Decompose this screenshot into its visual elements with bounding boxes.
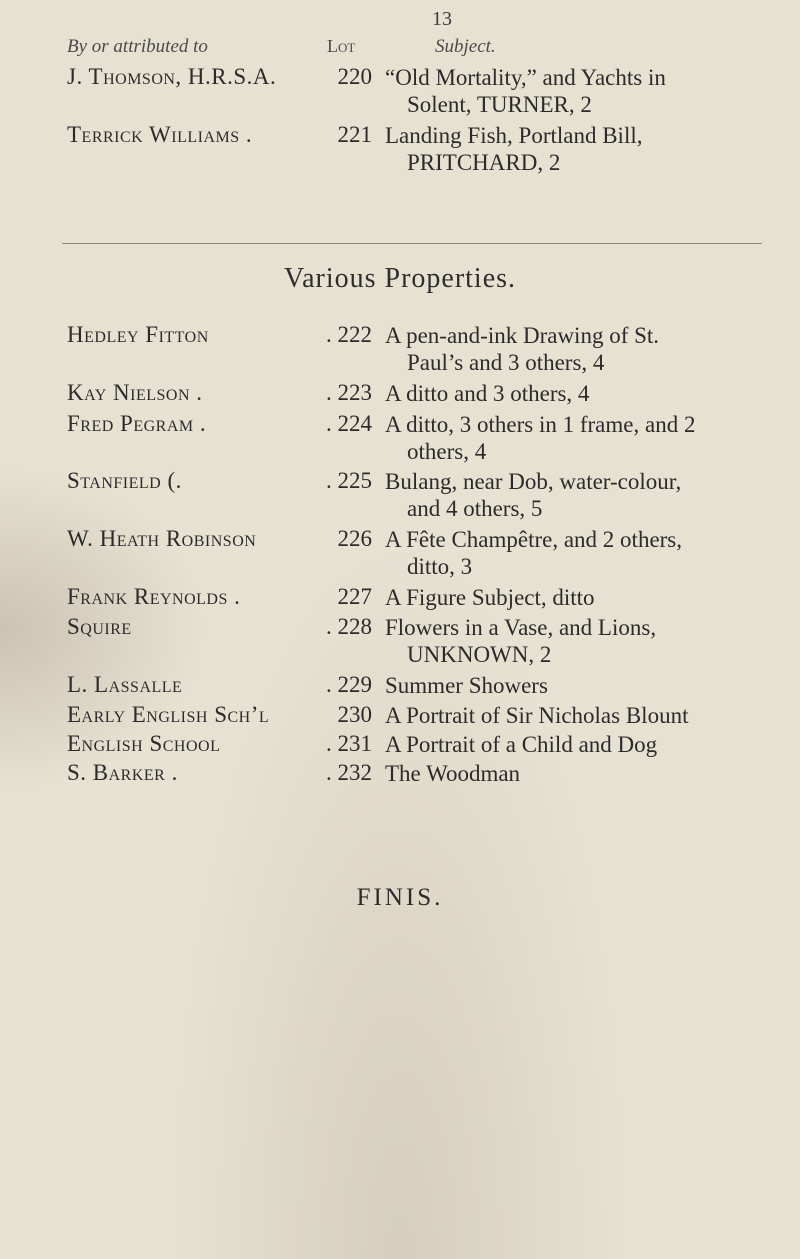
lot-number: 230 (337, 702, 372, 727)
artist-name: Hedley Fitton (67, 322, 209, 347)
lot-number: . 231 (326, 731, 372, 756)
lot-number: . 228 (326, 614, 372, 639)
artist-name: Fred Pegram . (67, 411, 207, 436)
subject-line: A Fête Champêtre, and 2 others, (385, 527, 683, 552)
lot-number: . 225 (326, 468, 372, 493)
finis-text: FINIS. (356, 884, 444, 911)
subject-line: A pen-and-ink Drawing of St. (385, 323, 660, 348)
lot-number: 226 (337, 526, 372, 551)
subject-continuation: Solent, TURNER, 2 (407, 92, 592, 117)
section-divider (62, 243, 762, 244)
subject-continuation: others, 4 (407, 439, 487, 464)
subject-line: Bulang, near Dob, water-colour, (385, 469, 682, 494)
subject-line: A ditto, 3 others in 1 frame, and 2 (385, 412, 696, 437)
lot-subject (385, 122, 795, 176)
subject-line: Landing Fish, Portland Bill, (385, 123, 643, 148)
lot-subject (385, 731, 795, 758)
artist-name: Squire (67, 614, 132, 639)
subject-continuation: PRITCHARD, 2 (407, 150, 561, 175)
artist-name: L. Lassalle (67, 672, 183, 697)
subject-continuation: ditto, 3 (407, 554, 473, 579)
lot-number: 221 (337, 122, 372, 147)
column-header-artist: By or attributed to (67, 36, 208, 57)
page-number: 13 (432, 8, 452, 30)
subject-line: A Portrait of Sir Nicholas Blount (385, 703, 689, 728)
subject-line: A ditto and 3 others, 4 (385, 381, 590, 406)
column-header-subject: Subject. (435, 36, 496, 57)
lot-number: . 222 (326, 322, 372, 347)
lot-subject (385, 468, 795, 522)
artist-name: Terrick Williams . (67, 122, 253, 147)
subject-line: A Portrait of a Child and Dog (385, 732, 658, 757)
lot-subject (385, 526, 795, 580)
subject-continuation: Paul’s and 3 others, 4 (407, 350, 605, 375)
column-header-lot: Lot (327, 36, 356, 56)
section-title: Various Properties. (283, 263, 517, 294)
subject-line: The Woodman (385, 761, 521, 786)
artist-name: J. Thomson, H.R.S.A. (67, 64, 277, 89)
lot-subject (385, 411, 795, 465)
artist-name: English School (67, 731, 221, 756)
subject-continuation: UNKNOWN, 2 (407, 642, 552, 667)
lot-number: . 223 (326, 380, 372, 405)
lot-subject (385, 64, 795, 118)
subject-line: Summer Showers (385, 673, 548, 698)
artist-name: S. Barker . (67, 760, 178, 785)
artist-name: Frank Reynolds . (67, 584, 241, 609)
lot-number: . 229 (326, 672, 372, 697)
lot-subject (385, 760, 795, 787)
lot-number: . 224 (326, 411, 372, 436)
lot-subject (385, 614, 795, 668)
lot-subject (385, 380, 795, 407)
subject-continuation: and 4 others, 5 (407, 496, 543, 521)
subject-line: A Figure Subject, ditto (385, 585, 595, 610)
subject-line: “Old Mortality,” and Yachts in (385, 65, 666, 90)
lot-subject (385, 322, 795, 376)
subject-line: Flowers in a Vase, and Lions, (385, 615, 657, 640)
lot-subject (385, 702, 795, 729)
artist-name: Stanfield (. (67, 468, 182, 493)
lot-number: 220 (337, 64, 372, 89)
lot-number: 227 (337, 584, 372, 609)
artist-name: Kay Nielson . (67, 380, 203, 405)
artist-name: Early English Sch’l (67, 702, 270, 727)
lot-subject (385, 672, 795, 699)
artist-name: W. Heath Robinson (67, 526, 257, 551)
lot-number: . 232 (326, 760, 372, 785)
lot-subject (385, 584, 795, 611)
